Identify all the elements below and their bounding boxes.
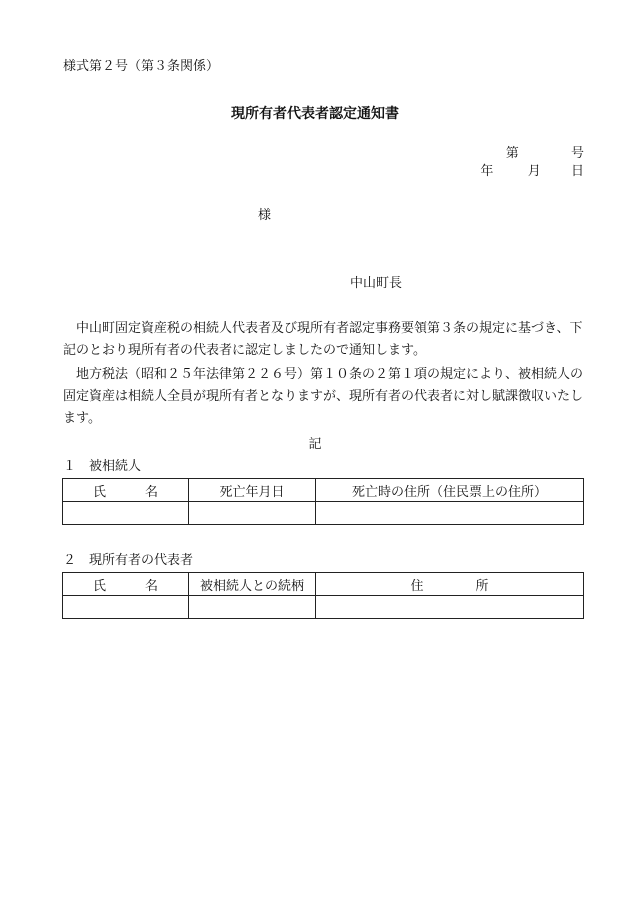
date-day: 日 xyxy=(570,164,584,179)
section2-heading: ２ 現所有者の代表者 xyxy=(63,553,194,568)
body-paragraph-2: 地方税法（昭和２５年法律第２２６号）第１０条の２第１項の規定により、被相続人の固定資産は相続人全員が現所有者となりますが、現所有者の代表者に対し賦課徴収いたします。 xyxy=(63,367,584,426)
table-row xyxy=(63,502,584,525)
section1-heading: １ 被相続人 xyxy=(63,459,142,474)
cell-name[interactable] xyxy=(63,596,189,619)
addressee-suffix: 様 xyxy=(258,208,272,223)
header-death-date: 死亡年月日 xyxy=(189,479,316,502)
document-title: 現所有者代表者認定通知書 xyxy=(231,106,399,122)
header-relationship: 被相続人との続柄 xyxy=(189,573,316,596)
number-dai: 第 xyxy=(505,146,519,161)
header-address: 住 所 xyxy=(316,573,584,596)
cell-death-address[interactable] xyxy=(316,502,584,525)
cell-address[interactable] xyxy=(316,596,584,619)
table-header-row xyxy=(63,573,584,596)
document-number-line xyxy=(506,146,584,162)
header-name: 氏 名 xyxy=(63,573,189,596)
ki-heading: 記 xyxy=(308,437,322,452)
representative-table xyxy=(62,572,584,619)
decedent-table xyxy=(62,478,584,525)
date-line xyxy=(480,164,584,180)
header-name: 氏 名 xyxy=(63,479,189,502)
cell-relationship[interactable] xyxy=(189,596,316,619)
date-month: 月 xyxy=(527,164,541,179)
cell-name[interactable] xyxy=(63,502,189,525)
table-row xyxy=(63,596,584,619)
date-year: 年 xyxy=(480,164,494,179)
form-label: 様式第２号（第３条関係） xyxy=(63,59,220,74)
body-paragraph-1: 中山町固定資産税の相続人代表者及び現所有者認定事務要領第３条の規定に基づき、下記のとおり現所有者の代表者に認定しましたので通知します。 xyxy=(63,321,583,358)
number-go: 号 xyxy=(570,146,584,161)
header-death-address: 死亡時の住所（住民票上の住所） xyxy=(316,479,584,502)
cell-death-date[interactable] xyxy=(189,502,316,525)
table-header-row xyxy=(63,479,584,502)
issuer: 中山町長 xyxy=(350,276,403,291)
